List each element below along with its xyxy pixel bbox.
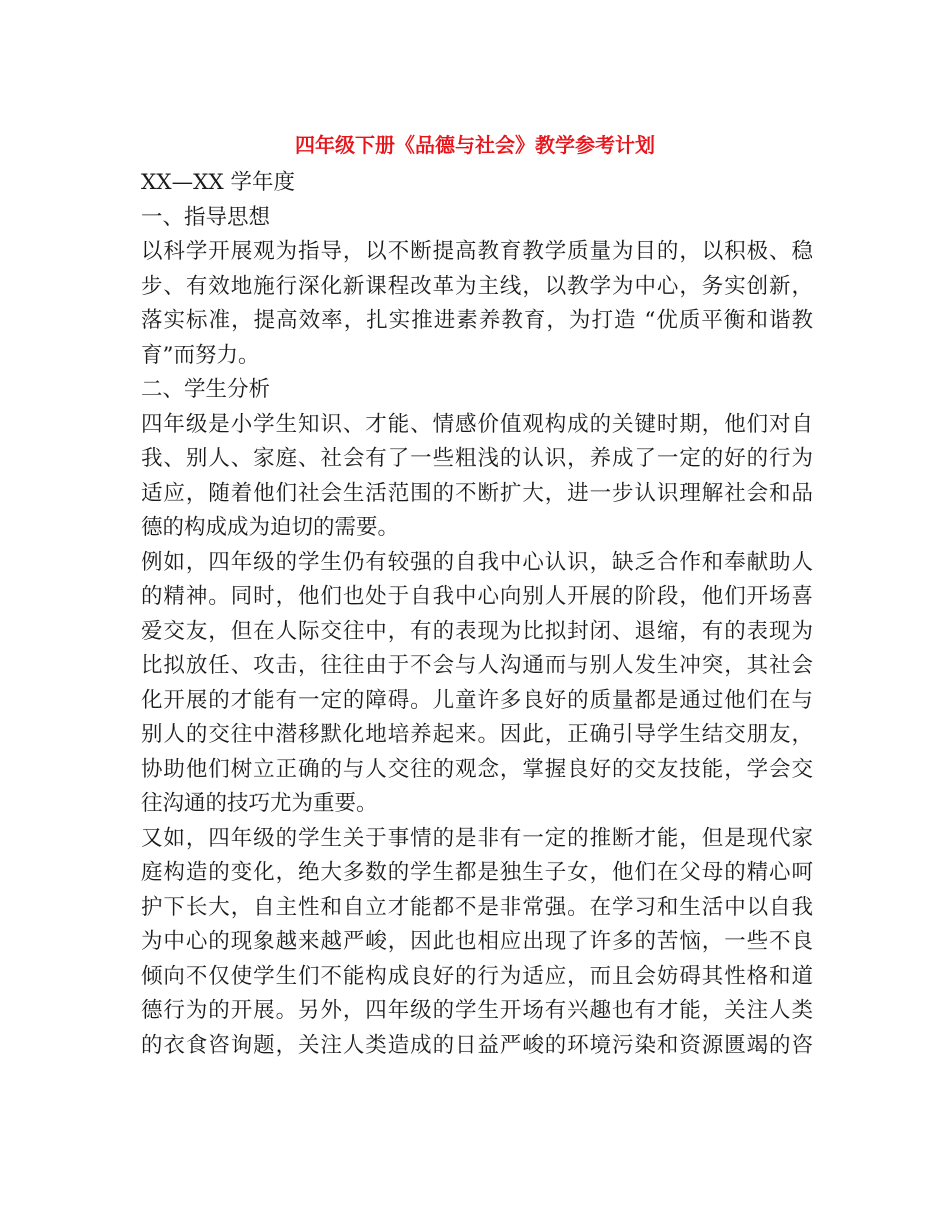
- text-line: 协助他们树立正确的与人交往的观念，掌握良好的交友技能，学会交: [141, 756, 813, 782]
- text-line: 德的构成成为迫切的需要。: [141, 515, 400, 540]
- text-line: 落实标准，提高效率，扎实推进素养教育，为打造 “优质平衡和谐教: [141, 308, 813, 333]
- text-line: 爱交友，但在人际交往中，有的表现为比拟封闭、退缩，有的表现为: [141, 618, 813, 644]
- text-line: 护下长大，自主性和自立才能都不是非常强。在学习和生活中以自我: [141, 894, 813, 920]
- text-line: 适应，随着他们社会生活范围的不断扩大，进一步认识理解社会和品: [141, 480, 813, 506]
- text-line: 庭构造的变化，绝大多数的学生都是独生子女，他们在父母的精心呵: [141, 860, 813, 885]
- text-line: 的衣食咨询题，关注人类造成的日益严峻的环境污染和资源匮竭的咨: [141, 1032, 813, 1058]
- text-line: 四年级是小学生知识、才能、情感价值观构成的关键时期，他们对自: [141, 411, 813, 437]
- text-line: 化开展的才能有一定的障碍。儿童许多良好的质量都是通过他们在与: [141, 687, 813, 713]
- text-line: 德行为的开展。另外，四年级的学生开场有兴趣也有才能，关注人类: [141, 998, 813, 1023]
- text-line: 我、别人、家庭、社会有了一些粗浅的认识，养成了一定的好的行为: [141, 446, 813, 471]
- text-line: XX—XX 学年度: [141, 170, 296, 195]
- text-line: 步、有效地施行深化新课程改革为主线，以教学为中心，务实创新，: [141, 273, 813, 299]
- document-title: 四年级下册《品德与社会》教学参考计划: [295, 133, 655, 157]
- text-line: 以科学开展观为指导，以不断提高教育教学质量为目的，以积极、稳: [141, 239, 813, 264]
- text-line: 育”而努力。: [141, 342, 260, 368]
- text-line: 又如，四年级的学生关于事情的是非有一定的推断才能，但是现代家: [141, 825, 813, 851]
- text-line: 例如，四年级的学生仍有较强的自我中心认识，缺乏合作和奉献助人: [141, 549, 813, 575]
- text-line: 倾向不仅使学生们不能构成良好的行为适应，而且会妨碍其性格和道: [141, 963, 813, 989]
- text-line: 别人的交往中潜移默化地培养起来。因此，正确引导学生结交朋友，: [141, 722, 813, 747]
- text-line: 比拟放任、攻击，往往由于不会与人沟通而与别人发生冲突，其社会: [141, 653, 813, 678]
- text-line: 二、学生分析: [141, 377, 271, 402]
- text-line: 往沟通的技巧尤为重要。: [141, 791, 378, 816]
- document-body: [141, 166, 813, 1063]
- text-line: 一、指导思想: [141, 204, 271, 230]
- text-line: 的精神。同时，他们也处于自我中心向别人开展的阶段，他们开场喜: [141, 584, 813, 609]
- text-line: 为中心的现象越来越严峻，因此也相应出现了许多的苦恼，一些不良: [141, 929, 813, 954]
